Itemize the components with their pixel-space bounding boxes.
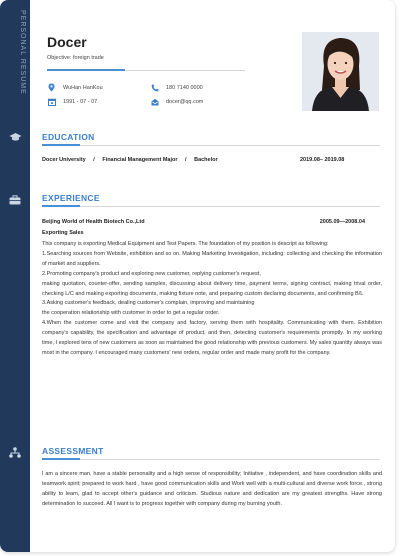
experience-description bbox=[42, 240, 382, 359]
phone-info bbox=[150, 83, 203, 92]
phone-text: 180 7140 0000 bbox=[166, 84, 203, 91]
education-row bbox=[42, 157, 362, 163]
assessment-accent bbox=[42, 458, 80, 460]
education-dates: 2019.08– 2019.08 bbox=[300, 157, 345, 163]
location-pin-icon bbox=[47, 83, 56, 92]
assessment-text bbox=[42, 470, 382, 510]
company-name: Beijing World of Health Biotech Co.,Ltd bbox=[42, 219, 145, 225]
email-info bbox=[150, 97, 203, 106]
profile-photo bbox=[302, 32, 379, 111]
experience-line: making quotation, counter-offer, sending samples, discussing about delivery time, payment terms, signing contract, making trival order, checking L/C and making exporting documents, making fixture note, and preparing custom declaring documents, and confirming B/L bbox=[42, 280, 382, 297]
email-text: docer@qq.com bbox=[166, 98, 204, 105]
objective-text: Objective: foreign trade bbox=[47, 55, 104, 61]
email-icon bbox=[150, 97, 159, 106]
experience-accent bbox=[42, 205, 80, 207]
briefcase-icon bbox=[0, 192, 30, 208]
location-text: WuHan HanKou bbox=[63, 84, 103, 91]
sidebar-vertical-label: PERSONAL RESUME bbox=[19, 10, 26, 95]
separator: / bbox=[93, 157, 95, 163]
location-info bbox=[47, 83, 103, 92]
experience-dates: 2005.09—2008.04 bbox=[319, 219, 365, 225]
education-accent bbox=[42, 144, 80, 146]
experience-divider bbox=[42, 206, 380, 207]
assessment-paragraph: I am a sincere man, have a stable personality and a high sense of responsibility; Initiative , independent, and have coordination skills and teamwork spirit; prepared to work hard , have good communication skills and Work well with a multi-cultural and diverse work force., strong ability to learn, glad to accept other's guidance and criticism. Studious nature and dedication are my greatest strengths. Have strong determination to succeed. All I want is to progress together with company during my burning youth. bbox=[42, 471, 382, 507]
education-title: EDUCATION bbox=[42, 132, 95, 142]
calendar-icon bbox=[47, 97, 56, 106]
birthdate-info bbox=[47, 97, 97, 106]
education-divider bbox=[42, 145, 380, 146]
degree-name: Bachelor bbox=[194, 157, 218, 163]
experience-title: EXPERIENCE bbox=[42, 193, 100, 203]
name-underline bbox=[47, 69, 125, 71]
sidebar bbox=[0, 0, 30, 552]
experience-line: 2.Promoting company's product and exploring new customer, replying customer's request, bbox=[42, 270, 261, 277]
assessment-divider bbox=[42, 459, 380, 460]
hierarchy-icon bbox=[0, 444, 30, 460]
name-divider bbox=[125, 70, 245, 71]
experience-line: This company is exporting Medical Equipment and Test Papers. The foundation of my position is descript as following: bbox=[42, 241, 329, 247]
experience-line: 1.Searching sources from Website, exhibition and so on. Making Marketing Investigation, including: collecting and checking the information of market and suppliers. bbox=[42, 250, 382, 267]
birthdate-text: 1991 - 07 - 07 bbox=[63, 98, 98, 105]
experience-line: 4.When the customer come and visit the company and factory, serving them with hospitality. Communicating with them. Exhibition company's capability, the specification and advantage of product, and then, detecting customer's requirements promptly. In my working time, I explored tens of new customers as soon as maintained the good relationship with previous customers. My sales quantity always was most in the company. I encouraged many customers' new orders, regular order and made many profit for the company. bbox=[42, 320, 382, 356]
job-role: Exporting Sales bbox=[42, 230, 84, 236]
phone-icon bbox=[150, 83, 159, 92]
major-name: Financial Management Major bbox=[102, 157, 178, 163]
school-name: Docer University bbox=[42, 157, 86, 163]
experience-line: 3.Asking customer's feedback, dealing customer's complain, improving and maintaining bbox=[42, 300, 255, 307]
separator: / bbox=[185, 157, 187, 163]
assessment-title: ASSESSMENT bbox=[42, 446, 104, 456]
experience-header bbox=[42, 219, 365, 225]
experience-line: the cooperation relationship with customer in order to get a regular order. bbox=[42, 310, 220, 317]
graduation-cap-icon bbox=[0, 129, 30, 145]
resume-name: Docer bbox=[47, 34, 87, 50]
